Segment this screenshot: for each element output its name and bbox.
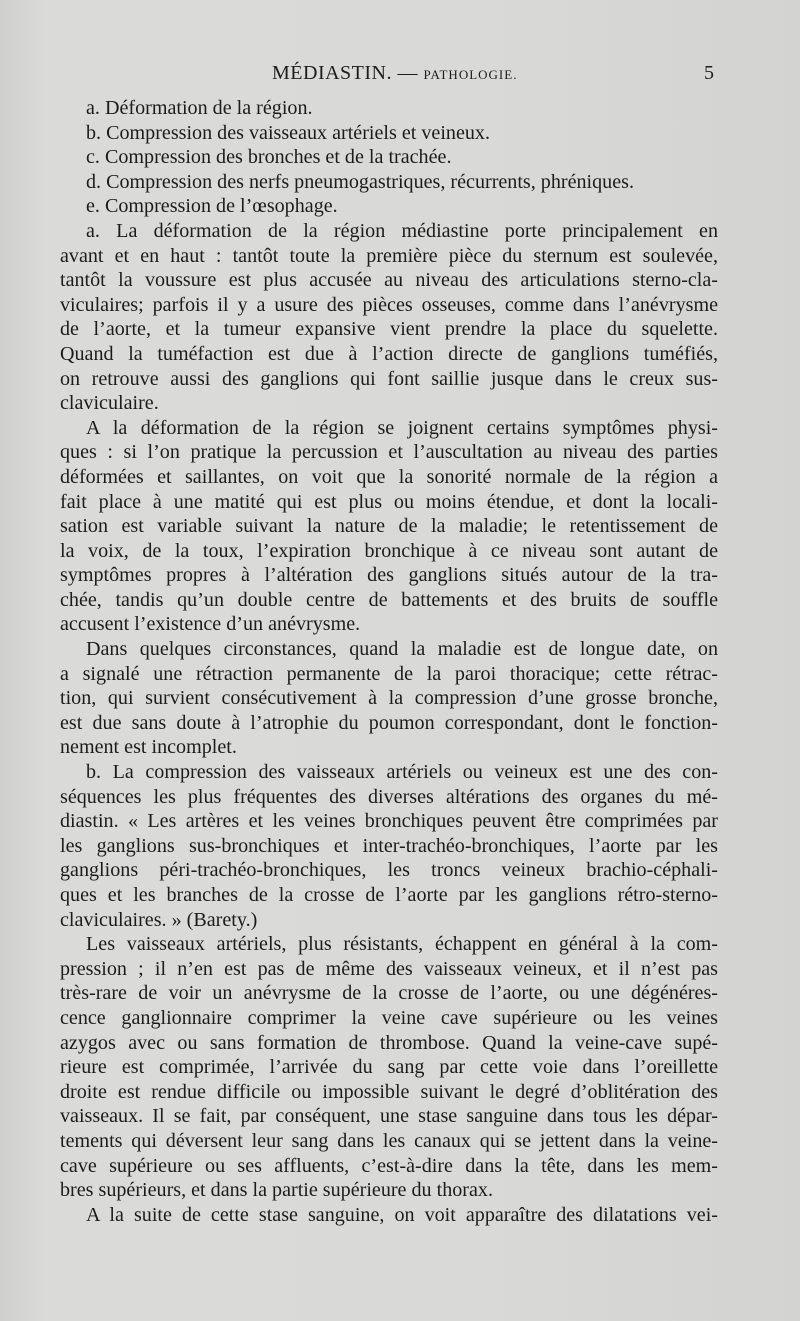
text-line: chée, tandis qu’un double centre de battements et des bruits de souffle xyxy=(60,588,718,611)
title-separator: — xyxy=(397,62,418,84)
text-line: Dans quelques circonstances, quand la maladie est de longue date, on xyxy=(86,638,718,661)
text-line: nement est incomplet. xyxy=(60,736,237,759)
text-line: a. La déformation de la région médiastine porte principalement en xyxy=(86,219,718,242)
text-line: séquences les plus fréquentes des diverses altérations des organes du mé- xyxy=(60,785,718,808)
running-title xyxy=(272,62,517,85)
text-line: Les vaisseaux artériels, plus résistants, échappent en général à la com- xyxy=(86,933,718,956)
text-line: ganglions péri-trachéo-bronchiques, les troncs veineux brachio-céphali- xyxy=(60,859,718,882)
text-line: rieure est comprimée, l’arrivée du sang par cette voie dans l’oreillette xyxy=(60,1056,718,1079)
text-line: claviculaires. » (Barety.) xyxy=(60,908,258,931)
text-line: tantôt la voussure est plus accusée au niveau des articulations sterno-cla- xyxy=(60,269,718,292)
text-line: la voix, de la toux, l’expiration bronchique à ce niveau sont autant de xyxy=(60,539,718,562)
text-line: très-rare de voir un anévrysme de la crosse de l’aorte, ou une dégénéres- xyxy=(60,982,718,1005)
text-line: est due sans doute à l’atrophie du poumon correspondant, dont le fonction- xyxy=(60,711,718,734)
text-line: b. La compression des vaisseaux artériels ou veineux est une des con- xyxy=(86,761,718,784)
text-line: on retrouve aussi des ganglions qui font saillie jusque dans le creux sus- xyxy=(60,367,718,390)
text-line: a signalé une rétraction permanente de la paroi thoracique; cette rétrac- xyxy=(60,662,718,685)
text-line: fait place à une matité qui est plus ou moins étendue, et dont la locali- xyxy=(60,490,718,513)
text-line: droite est rendue difficile ou impossible suivant le degré d’oblitération des xyxy=(60,1080,718,1103)
text-line: d. Compression des nerfs pneumogastriques, récurrents, phréniques. xyxy=(86,170,634,193)
text-line: de l’aorte, et la tumeur expansive vient prendre la place du squelette. xyxy=(60,318,718,341)
text-line: azygos avec ou sans formation de thrombose. Quand la veine-cave supé- xyxy=(60,1031,718,1054)
text-line: sation est variable suivant la nature de la maladie; le retentissement de xyxy=(60,515,718,538)
text-line: avant et en haut : tantôt toute la première pièce du sternum est soulevée, xyxy=(60,244,718,267)
text-line: tion, qui survient consécutivement à la compression d’une grosse bronche, xyxy=(60,687,718,710)
text-line: claviculaire. xyxy=(60,392,159,415)
text-line: cave supérieure ou ses affluents, c’est-à-dire dans la tête, dans les mem- xyxy=(60,1154,718,1177)
text-line: symptômes propres à l’altération des ganglions situés autour de la tra- xyxy=(60,564,718,587)
text-line: A la suite de cette stase sanguine, on voit apparaître des dilatations vei- xyxy=(86,1203,718,1226)
text-line: A la déformation de la région se joignent certains symptômes physi- xyxy=(86,416,718,439)
text-line: Quand la tuméfaction est due à l’action directe de ganglions tuméfiés, xyxy=(60,342,718,365)
section-subtitle: PATHOLOGIE. xyxy=(423,67,518,82)
text-line: ques et les branches de la crosse de l’aorte par les ganglions rétro-sterno- xyxy=(60,884,718,906)
text-line: viculaires; parfois il y a usure des pièces osseuses, comme dans l’anévrysme xyxy=(60,293,718,316)
text-line: ques : si l’on pratique la percussion et l’auscultation au niveau des parties xyxy=(60,441,718,464)
text-line: e. Compression de l’œsophage. xyxy=(86,195,338,218)
text-line: c. Compression des bronches et de la trachée. xyxy=(86,146,452,169)
text-line: diastin. « Les artères et les veines bronchiques peuvent être comprimées par xyxy=(60,810,718,833)
text-line: accusent l’existence d’un anévrysme. xyxy=(60,613,361,636)
text-line: a. Déformation de la région. xyxy=(86,97,313,119)
page-number: 5 xyxy=(704,62,714,84)
text-line: les ganglions sus-bronchiques et inter-trachéo-bronchiques, l’aorte par les xyxy=(60,834,718,857)
running-header xyxy=(60,62,714,88)
text-line: pression ; il n’en est pas de même des vaisseaux veineux, et il n’est pas xyxy=(60,957,718,980)
text-line: tements qui déversent leur sang dans les canaux qui se jettent dans la veine- xyxy=(60,1129,718,1152)
text-line: b. Compression des vaisseaux artériels et veineux. xyxy=(86,121,491,144)
text-line: bres supérieurs, et dans la partie supérieure du thorax. xyxy=(60,1179,493,1202)
text-line: cence ganglionnaire comprimer la veine cave supérieure ou les veines xyxy=(60,1006,718,1029)
text-line: vaisseaux. Il se fait, par conséquent, une stase sanguine dans tous les dépar- xyxy=(60,1105,718,1128)
text-line: déformées et saillantes, on voit que la sonorité normale de la région a xyxy=(60,465,718,488)
body-text xyxy=(60,96,718,1227)
chapter-title: MÉDIASTIN. xyxy=(272,62,392,84)
